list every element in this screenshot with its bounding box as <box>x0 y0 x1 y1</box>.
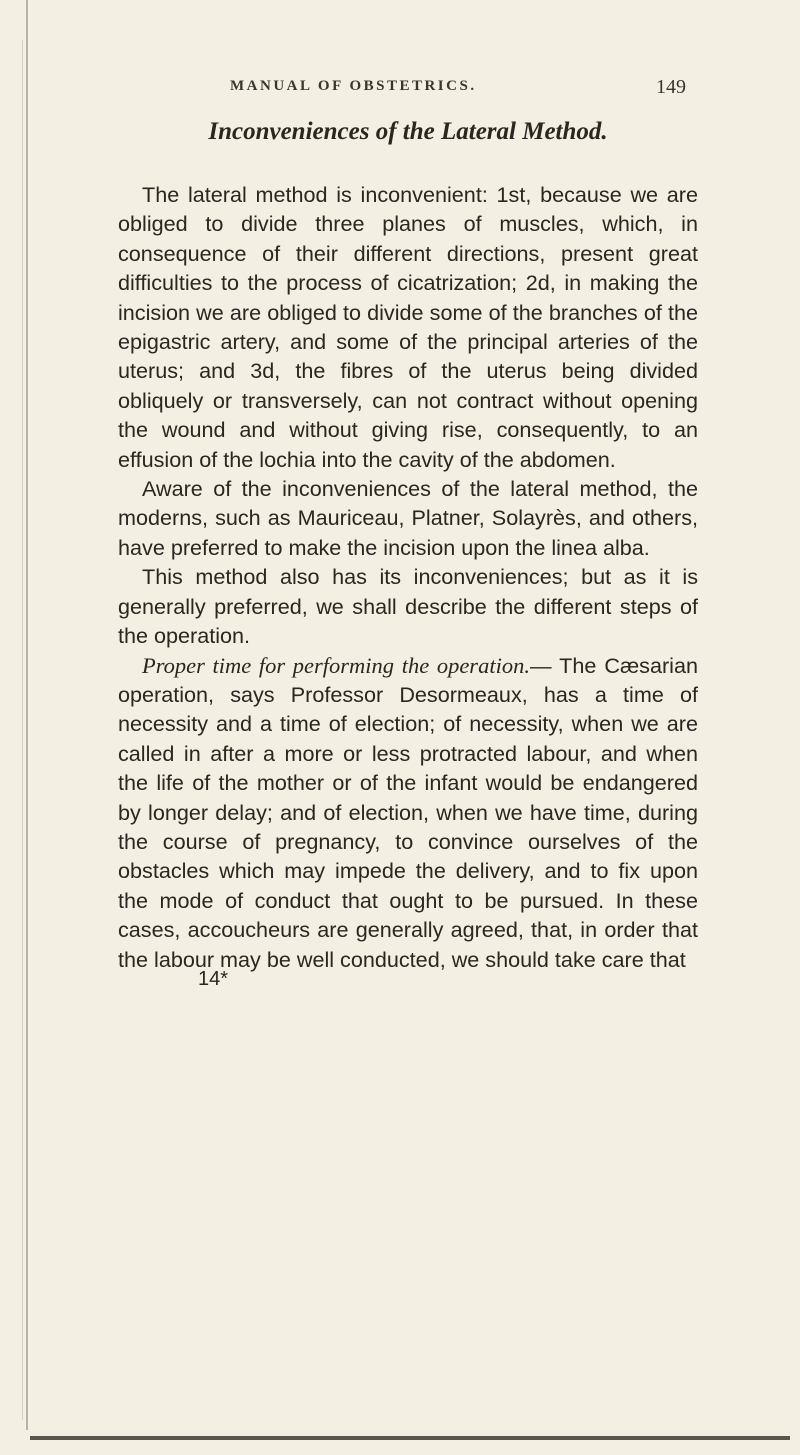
running-head <box>118 78 698 102</box>
running-title: MANUAL OF OBSTETRICS. <box>230 78 477 94</box>
paragraph-lateral-inconveniences <box>118 180 698 474</box>
paragraph-text: Aware of the inconveniences of the lateral method, the moderns, such as Mauriceau, Platner, Solayrès, and others, have preferred to make the incision upon the linea alba. <box>118 476 698 560</box>
book-page <box>118 78 698 991</box>
page-number: 149 <box>656 76 686 98</box>
paragraph-method-steps <box>118 562 698 650</box>
body-text <box>118 180 698 974</box>
paragraph-text: — The Cæsarian operation, says Professor Desormeaux, has a time of necessity and a time of election; of necessity, when we are called in after a more or less protracted labour, and when the life of the mother or of the infant would be endangered by longer delay; and of election, when we have time, during the course of pregnancy, to convince ourselves of the obstacles which may impede the delivery, and to fix upon the mode of conduct that ought to be pursued. In these cases, accoucheurs are generally agreed, that, in order that the labour may be well conducted, we should take care that <box>118 652 698 972</box>
binding-shadow-line <box>22 40 23 1420</box>
paragraph-text: This method also has its inconveniences; but as it is generally preferred, we shall describe the different steps of the operation. <box>118 564 698 649</box>
section-heading: Inconveniences of the Lateral Method. <box>208 118 608 145</box>
paragraph-italic-lead: Proper time for performing the operation. <box>142 652 530 678</box>
binding-edge-line <box>26 0 28 1430</box>
signature-mark: 14* <box>198 967 229 990</box>
paragraph-proper-time <box>118 651 698 974</box>
paragraph-text: The lateral method is inconvenient: 1st, because we are obliged to divide three planes of muscles, which, in consequence of their different directions, present great difficulties to the process of cicatrization; 2d, in making the incision we are obliged to divide some of the branches of the epigastric artery, and some of the principal arteries of the uterus; and 3d, the fibres of the uterus being divided obliquely or transversely, can not contract without opening the wound and without giving rise, consequently, to an effusion of the lochia into the cavity of the abdomen. <box>118 182 698 472</box>
paragraph-moderns-preference <box>118 474 698 562</box>
page-bottom-edge <box>30 1436 790 1440</box>
